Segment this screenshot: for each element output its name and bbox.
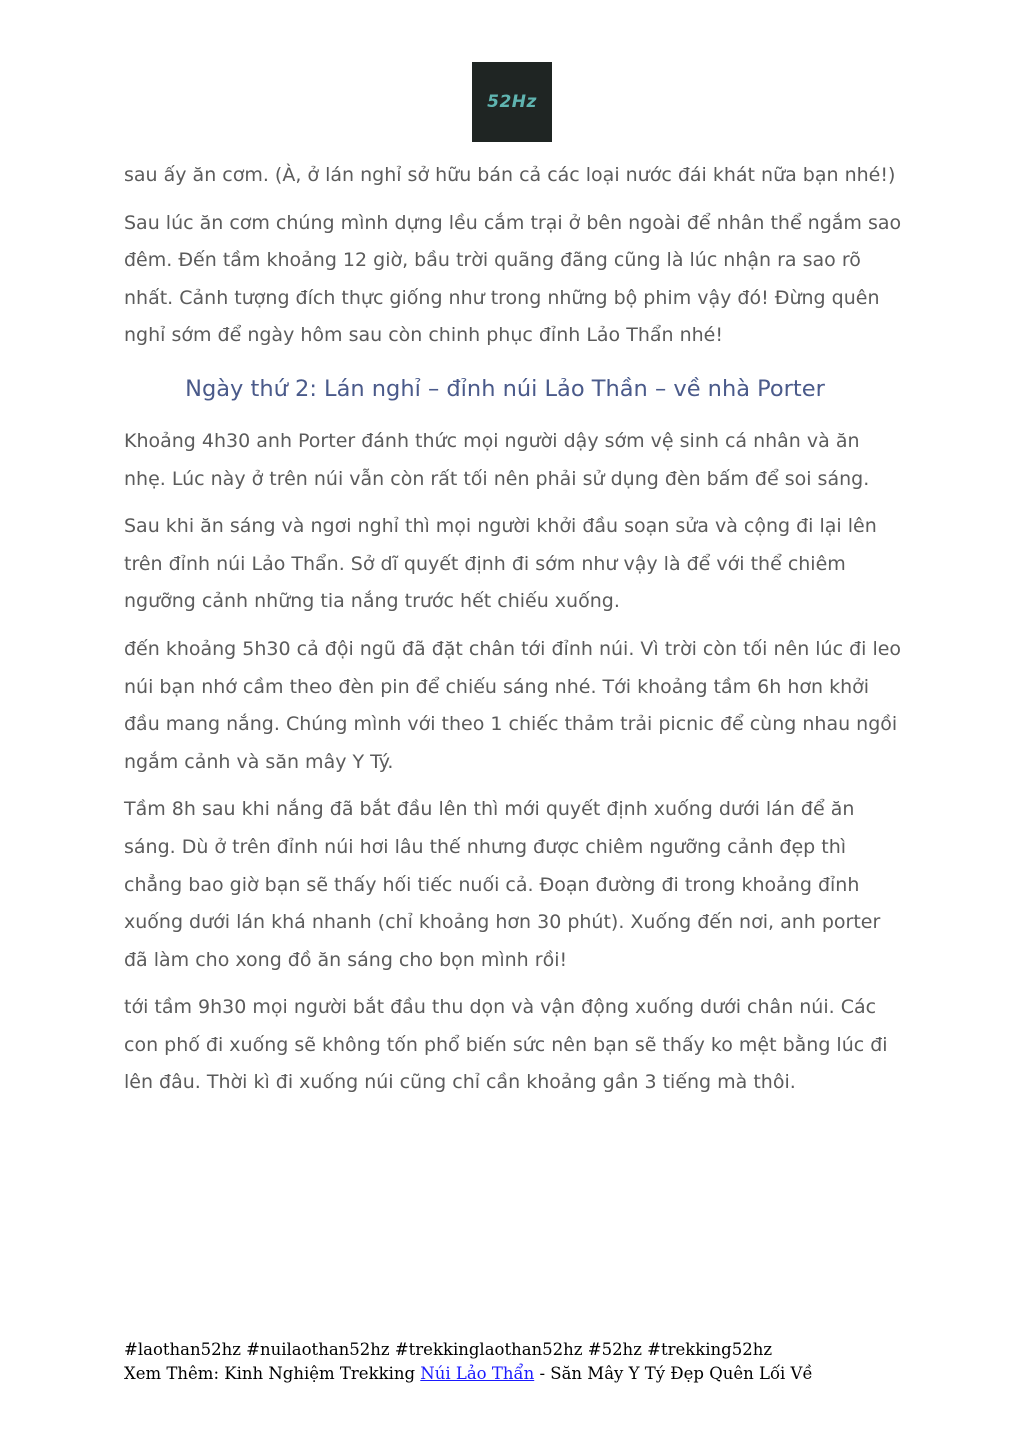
paragraph-2: Sau lúc ăn cơm chúng mình dựng lều cắm trại ở bên ngoài để nhân thể ngắm sao đêm. Đến tầm khoảng 12 giờ, bầu trời quãng đãng cũng là lúc nhận ra sao rõ nhất. Cảnh tượng đích thực giống như trong những bộ phim vậy đó! Đừng quên nghỉ sớm để ngày hôm sau còn chinh phục đỉnh Lảo Thẩn nhé! bbox=[124, 211, 902, 347]
footer-hashtags: #laothan52hz #nuilaothan52hz #trekkinglaothan52hz #52hz #trekking52hz bbox=[124, 1340, 773, 1359]
article-body bbox=[124, 157, 904, 1112]
paragraph-7: tới tầm 9h30 mọi người bắt đầu thu dọn và vận động xuống dưới chân núi. Các con phố đi xuống sẽ không tốn phổ biến sức nên bạn sẽ thấy ko mệt bằng lúc đi lên đâu. Thời kì đi xuống núi cũng chỉ cần khoảng gần 3 tiếng mà thôi. bbox=[124, 996, 888, 1094]
paragraph-1: sau ấy ăn cơm. (À, ở lán nghỉ sở hữu bán cả các loại nước đái khát nữa bạn nhé!) bbox=[124, 164, 896, 186]
paragraph-3: Khoảng 4h30 anh Porter đánh thức mọi người dậy sớm vệ sinh cá nhân và ăn nhẹ. Lúc này ở trên núi vẫn còn rất tối nên phải sử dụng đèn bấm để soi sáng. bbox=[124, 429, 870, 490]
footer-more-suffix: - Săn Mây Y Tý Đẹp Quên Lối Về bbox=[534, 1364, 813, 1383]
paragraph-6: Tầm 8h sau khi nắng đã bắt đầu lên thì mới quyết định xuống dưới lán để ăn sáng. Dù ở trên đỉnh núi hơi lâu thế nhưng được chiêm ngưỡng cảnh đẹp thì chẳng bao giờ bạn sẽ thấy hối tiếc nuối cả. Đoạn đường đi trong khoảng đỉnh xuống dưới lán khá nhanh (chỉ khoảng hơn 30 phút). Xuống đến nơi, anh porter đã làm cho xong đồ ăn sáng cho bọn mình rồi! bbox=[124, 798, 881, 971]
footer-more-prefix: Xem Thêm: Kinh Nghiệm Trekking bbox=[124, 1364, 421, 1383]
brand-logo-text: 52Hz bbox=[487, 92, 537, 112]
footer-more-link[interactable]: Núi Lảo Thẩn bbox=[420, 1364, 535, 1383]
footer-more-line bbox=[124, 1362, 984, 1386]
paragraph-5: đến khoảng 5h30 cả đội ngũ đã đặt chân tới đỉnh núi. Vì trời còn tối nên lúc đi leo núi bạn nhớ cầm theo đèn pin để chiếu sáng nhé. Tới khoảng tầm 6h hơn khởi đầu mang nắng. Chúng mình với theo 1 chiếc thảm trải picnic để cùng nhau ngồi ngắm cảnh và săn mây Y Tý. bbox=[124, 637, 902, 773]
paragraph-4: Sau khi ăn sáng và ngơi nghỉ thì mọi người khởi đầu soạn sửa và cộng đi lại lên trên đỉnh núi Lảo Thẩn. Sở dĩ quyết định đi sớm như vậy là để với thể chiêm ngưỡng cảnh những tia nắng trước hết chiếu xuống. bbox=[124, 515, 877, 613]
brand-logo bbox=[472, 62, 552, 142]
section-heading: Ngày thứ 2: Lán nghỉ – đỉnh núi Lảo Thần – về nhà Porter bbox=[185, 375, 825, 402]
page-footer bbox=[124, 1338, 984, 1386]
